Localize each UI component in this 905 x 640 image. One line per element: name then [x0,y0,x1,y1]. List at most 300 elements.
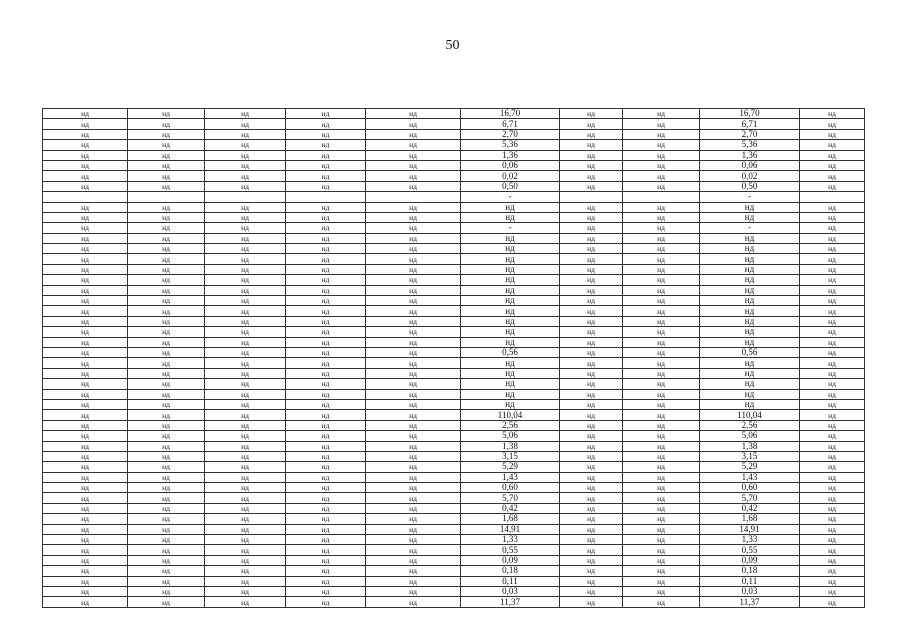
table-cell: нд [43,368,128,378]
table-cell: нд [560,358,623,368]
table-cell: 0,56 [700,347,800,357]
table-cell: нд [560,347,623,357]
table-cell: нд [560,483,623,493]
table-row [43,119,865,129]
table-cell: нд [205,160,286,170]
table-row [43,244,865,254]
table-cell: нд [366,306,461,316]
table-cell: нд [366,171,461,181]
table-row [43,264,865,274]
table-cell: нд [205,181,286,191]
table-cell: нд [205,431,286,441]
table-cell: нд [205,576,286,586]
table-cell: нд [366,503,461,513]
table-cell: нд [128,368,205,378]
table-cell: нд [560,410,623,420]
table-cell: нд [800,150,865,160]
table-cell: нд [128,109,205,119]
table-row [43,129,865,139]
table-cell: нд [560,524,623,534]
table-cell: 0,50 [461,181,560,191]
table-cell: нд [366,514,461,524]
table-cell: нд [560,171,623,181]
table-cell: нд [128,223,205,233]
table-cell: нд [800,316,865,326]
table-cell: 5,29 [461,462,560,472]
table-cell: нд [560,576,623,586]
table-cell: нд [286,285,366,295]
table-cell: нд [366,109,461,119]
table-cell: нд [366,347,461,357]
table-cell: нд [128,389,205,399]
table-cell: нд [205,327,286,337]
table-row [43,576,865,586]
table-cell: нд [205,462,286,472]
table-cell: нд [366,597,461,607]
table-cell: нд [623,306,700,316]
table-cell: 0,42 [700,503,800,513]
table-cell: нд [43,296,128,306]
table-cell: нд [286,129,366,139]
table-cell: нд [43,566,128,576]
table-cell: нд [43,441,128,451]
table-cell: нд [366,576,461,586]
table-cell: нд [286,109,366,119]
table-cell: нд [461,327,560,337]
table-cell: нд [128,316,205,326]
table-cell: нд [286,503,366,513]
table-cell: нд [43,431,128,441]
table-cell: нд [286,597,366,607]
table-cell: нд [205,524,286,534]
table-cell: нд [623,586,700,596]
table-cell: нд [43,119,128,129]
table-cell: 11,37 [700,597,800,607]
table-cell: нд [560,399,623,409]
table-cell: нд [560,264,623,274]
table-cell: 0,55 [700,545,800,555]
table-cell: 0,11 [700,576,800,586]
table-row [43,202,865,212]
table-row [43,462,865,472]
table-cell [623,192,700,202]
table-cell: нд [286,576,366,586]
table-cell: нд [286,212,366,222]
table-cell: нд [461,379,560,389]
table-cell: нд [366,285,461,295]
table-cell: нд [205,493,286,503]
table-cell: нд [43,410,128,420]
table-cell: нд [623,597,700,607]
table-cell: нд [800,535,865,545]
table-cell: нд [43,202,128,212]
table-cell: нд [461,306,560,316]
table-cell: нд [43,327,128,337]
table-cell [366,192,461,202]
table-cell: 0,56 [461,347,560,357]
table-row [43,337,865,347]
table-cell: нд [700,254,800,264]
table-cell: нд [800,451,865,461]
table-row [43,555,865,565]
table-row [43,275,865,285]
table-cell: нд [128,524,205,534]
table-cell: нд [128,493,205,503]
table-cell: нд [286,545,366,555]
table-cell: нд [700,306,800,316]
table-cell: нд [286,347,366,357]
table-cell: нд [800,576,865,586]
table-cell: нд [560,451,623,461]
table-row [43,451,865,461]
table-cell: 0,03 [461,586,560,596]
table-row [43,483,865,493]
table-cell: нд [623,327,700,337]
table-cell: нд [560,223,623,233]
table-cell: нд [560,337,623,347]
table-cell: нд [286,202,366,212]
table-cell: нд [286,233,366,243]
table-cell: 5,70 [461,493,560,503]
table-cell: нд [128,337,205,347]
table-cell: нд [43,109,128,119]
table-cell: - [700,192,800,202]
table-cell: нд [43,462,128,472]
table-cell: нд [43,420,128,430]
table-cell: нд [286,368,366,378]
table-cell: нд [623,254,700,264]
table-row [43,472,865,482]
table-cell: нд [800,597,865,607]
table-cell: нд [800,129,865,139]
table-cell: нд [128,379,205,389]
table-cell: нд [43,129,128,139]
table-cell: нд [623,275,700,285]
table-cell: нд [205,347,286,357]
table-cell: нд [623,545,700,555]
table-cell: нд [623,233,700,243]
table-cell: нд [700,327,800,337]
table-cell [800,192,865,202]
table-cell: нд [800,399,865,409]
table-cell: нд [366,337,461,347]
table-cell: нд [366,275,461,285]
table-cell: 110,04 [461,410,560,420]
table-row [43,296,865,306]
table-cell: нд [286,358,366,368]
table-cell: нд [286,296,366,306]
table-cell: нд [366,420,461,430]
table-cell: нд [43,576,128,586]
table-cell: нд [623,296,700,306]
table-cell: нд [366,441,461,451]
table-cell: нд [623,420,700,430]
table-cell: 0,03 [700,586,800,596]
table-cell: - [461,223,560,233]
table-cell: нд [700,264,800,274]
table-cell: нд [366,555,461,565]
table-cell: нд [366,358,461,368]
table-cell: нд [800,244,865,254]
table-cell: нд [205,316,286,326]
table-cell: нд [560,275,623,285]
table-cell: нд [286,181,366,191]
table-row [43,493,865,503]
table-row [43,586,865,596]
table-cell: нд [560,119,623,129]
table-cell: нд [286,389,366,399]
table-cell: 0,42 [461,503,560,513]
table-cell: нд [623,462,700,472]
table-cell: нд [366,410,461,420]
table-cell: нд [205,119,286,129]
table-cell: нд [286,171,366,181]
table-cell: нд [461,316,560,326]
table-cell: нд [205,337,286,347]
table-cell: - [700,223,800,233]
table-cell: нд [560,462,623,472]
table-cell: 16,70 [700,109,800,119]
table-cell: 1,68 [461,514,560,524]
table-row [43,223,865,233]
table-cell: нд [700,202,800,212]
table-cell: нд [205,389,286,399]
table-cell: нд [43,514,128,524]
table-cell: нд [128,202,205,212]
table-cell: 0,06 [700,160,800,170]
table-cell: нд [286,150,366,160]
table-cell: нд [366,431,461,441]
table-cell: нд [800,379,865,389]
table-cell: нд [560,431,623,441]
table-cell [43,192,128,202]
table-cell: нд [800,389,865,399]
table-cell: нд [461,368,560,378]
table-cell: нд [623,140,700,150]
table-cell: 14,91 [461,524,560,534]
table-cell: нд [366,296,461,306]
table-cell: нд [128,212,205,222]
table-cell: нд [366,566,461,576]
table-cell: нд [366,472,461,482]
table-cell: нд [205,254,286,264]
table-row [43,420,865,430]
table-cell: нд [286,451,366,461]
table-cell: нд [286,420,366,430]
table-cell: нд [205,212,286,222]
table-cell: 1,33 [700,535,800,545]
table-cell: нд [800,545,865,555]
table-cell: нд [461,202,560,212]
table-cell: нд [366,327,461,337]
table-cell: нд [366,181,461,191]
table-cell: 5,06 [700,431,800,441]
table-cell: нд [623,368,700,378]
table-row [43,192,865,202]
table-cell: нд [800,347,865,357]
table-cell: 2,70 [461,129,560,139]
table-cell: 2,56 [700,420,800,430]
table-cell: нд [205,451,286,461]
table-cell: нд [128,181,205,191]
table-cell: нд [205,545,286,555]
table-row [43,597,865,607]
table-cell: нд [623,566,700,576]
table-cell: нд [560,441,623,451]
table-row [43,535,865,545]
table-cell: нд [128,140,205,150]
table-cell: нд [623,212,700,222]
table-cell: нд [43,264,128,274]
table-cell: 1,68 [700,514,800,524]
data-table-container [42,108,864,608]
table-cell: нд [205,109,286,119]
table-cell: нд [623,285,700,295]
table-cell: нд [205,535,286,545]
table-cell: нд [700,379,800,389]
table-cell: нд [205,244,286,254]
table-cell: нд [286,337,366,347]
table-cell: нд [286,410,366,420]
table-cell: нд [461,285,560,295]
table-cell: нд [128,129,205,139]
table-row [43,545,865,555]
table-cell: нд [623,129,700,139]
table-cell: нд [128,462,205,472]
table-cell: нд [43,524,128,534]
table-cell: нд [286,379,366,389]
table-cell: нд [205,555,286,565]
table-row [43,441,865,451]
table-cell: нд [800,358,865,368]
table-cell: 3,15 [461,451,560,461]
table-cell: нд [800,119,865,129]
table-cell: нд [43,379,128,389]
table-cell: нд [43,586,128,596]
table-cell: нд [366,202,461,212]
table-cell: нд [623,535,700,545]
table-cell: нд [128,535,205,545]
table-cell: нд [128,451,205,461]
table-cell: нд [205,285,286,295]
table-cell: нд [128,566,205,576]
table-cell: нд [623,109,700,119]
table-cell: нд [205,233,286,243]
table-cell: нд [128,347,205,357]
table-cell: нд [623,202,700,212]
table-cell: нд [366,379,461,389]
table-cell: нд [560,327,623,337]
table-cell: 3,15 [700,451,800,461]
table-cell: нд [560,160,623,170]
table-cell: нд [800,233,865,243]
table-row [43,306,865,316]
table-cell: нд [128,431,205,441]
table-row [43,358,865,368]
table-cell: нд [800,431,865,441]
table-cell: нд [461,389,560,399]
table-cell: нд [800,566,865,576]
table-cell: нд [205,150,286,160]
table-cell: нд [560,244,623,254]
table-cell: нд [560,514,623,524]
table-cell: нд [128,306,205,316]
table-cell: нд [800,264,865,274]
table-cell: 5,36 [700,140,800,150]
table-cell: нд [700,316,800,326]
table-cell: нд [560,150,623,160]
table-row [43,212,865,222]
table-cell: нд [623,160,700,170]
table-cell: нд [205,420,286,430]
table-cell: нд [43,337,128,347]
table-row [43,431,865,441]
table-cell: 5,06 [461,431,560,441]
table-cell: нд [286,441,366,451]
table-cell: нд [128,264,205,274]
table-cell: нд [205,399,286,409]
table-cell: нд [461,296,560,306]
table-cell: нд [800,483,865,493]
table-cell: нд [43,223,128,233]
table-cell: 0,50 [700,181,800,191]
table-cell: нд [128,244,205,254]
table-cell: нд [286,275,366,285]
table-cell: нд [205,597,286,607]
table-cell [205,192,286,202]
table-row [43,160,865,170]
table-cell: нд [623,399,700,409]
table-cell: нд [43,233,128,243]
table-cell: нд [128,503,205,513]
table-cell: нд [461,264,560,274]
table-cell: нд [560,597,623,607]
table-cell: 1,43 [700,472,800,482]
table-cell: нд [128,233,205,243]
table-cell: 2,70 [700,129,800,139]
table-cell: нд [205,275,286,285]
table-cell: 1,36 [461,150,560,160]
table-cell: нд [560,545,623,555]
table-cell: нд [128,150,205,160]
table-cell: 110,04 [700,410,800,420]
table-cell: нд [366,586,461,596]
table-cell: нд [205,223,286,233]
table-cell: нд [560,472,623,482]
table-cell: нд [560,254,623,264]
table-cell: нд [43,254,128,264]
table-cell: нд [560,535,623,545]
table-row [43,347,865,357]
table-cell: нд [800,181,865,191]
table-cell: нд [560,316,623,326]
table-row [43,150,865,160]
table-cell: нд [205,379,286,389]
table-cell: нд [286,586,366,596]
table-cell: нд [128,586,205,596]
table-cell: нд [43,140,128,150]
table-cell: нд [366,233,461,243]
table-cell: нд [128,171,205,181]
table-row [43,233,865,243]
table-cell: нд [623,181,700,191]
table-cell: нд [800,160,865,170]
table-cell: нд [205,358,286,368]
table-cell: нд [43,472,128,482]
table-cell: нд [366,545,461,555]
table-cell: нд [800,109,865,119]
table-cell: нд [700,285,800,295]
